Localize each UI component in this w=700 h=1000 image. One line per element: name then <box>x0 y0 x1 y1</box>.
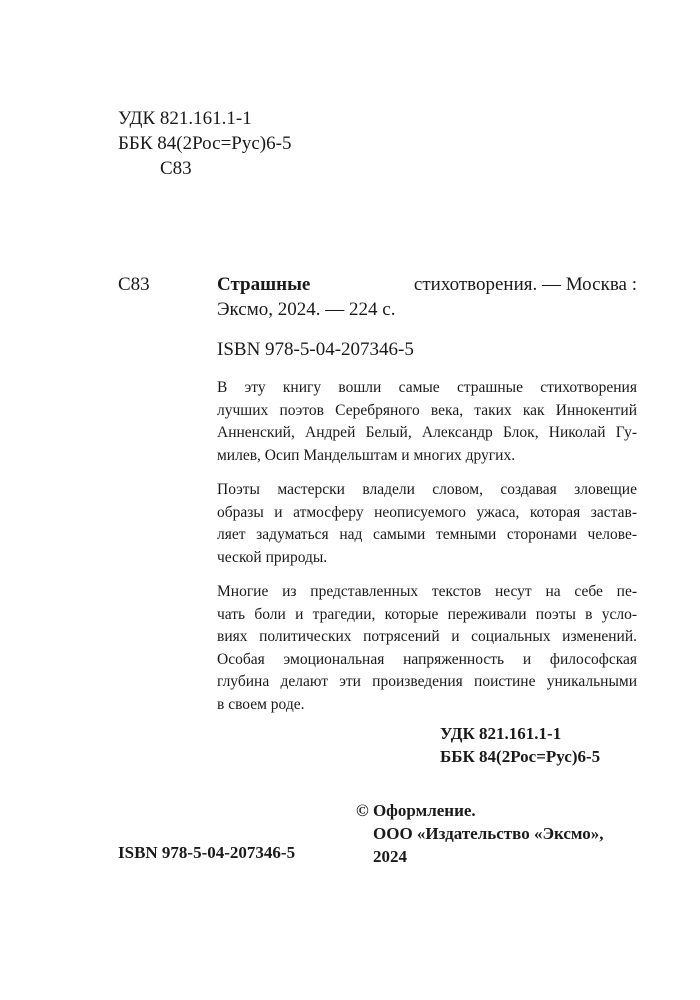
entry-line-2: Эксмо, 2024. — 224 с. <box>217 299 396 320</box>
copyright-line-1: © Оформление. <box>356 801 476 820</box>
copyright-line-3: 2024 <box>373 847 407 866</box>
copyright-notice <box>356 799 604 868</box>
text-line: Особая эмоциональная напряженность и философская <box>217 650 637 668</box>
text-line: Многие из представленных текстов несут на себе пе- <box>217 583 637 600</box>
udk-code-footer: УДК 821.161.1-1 <box>440 724 562 743</box>
book-title: Страшные <box>217 274 311 295</box>
text-line: глубина делают эти произведения поистине уникальными <box>217 673 637 690</box>
copyright-line-2: ООО «Издательство «Эксмо», <box>373 824 604 843</box>
bbk-code: ББК 84(2Рос=Рус)6-5 <box>118 133 292 154</box>
classification-footer <box>440 722 600 768</box>
text-line: чать боли и трагедии, которые переживали поэты в усло- <box>217 605 637 623</box>
entry-isbn: ISBN 978-5-04-207346-5 <box>217 339 414 360</box>
text-line: образы и атмосферу неописуемого ужаса, которая застав- <box>217 503 637 521</box>
isbn-footer: ISBN 978-5-04-207346-5 <box>118 843 296 862</box>
entry-line-1 <box>217 272 637 297</box>
annotation-paragraph-1 <box>217 377 637 467</box>
text-line: ляет задуматься над самыми темными сторонами челове- <box>217 526 637 543</box>
text-line: лучших поэтов Серебряного века, таких как Иннокентий <box>217 401 637 419</box>
classification-header <box>118 106 291 181</box>
author-mark: С83 <box>160 158 192 179</box>
text-line: милев, Осип Мандельштам и многих других. <box>217 446 516 464</box>
text-line: Поэты мастерски владели словом, создавая зловещие <box>217 481 637 498</box>
annotation-paragraph-3 <box>217 581 637 716</box>
text-line: ческой природы. <box>217 548 328 566</box>
text-line: Анненский, Андрей Белый, Александр Блок, Николай Гу- <box>217 424 637 441</box>
udk-code: УДК 821.161.1-1 <box>118 108 252 129</box>
text-line: в своем роде. <box>217 695 305 713</box>
entry-title-rest: стихотворения. — Москва : <box>413 274 637 295</box>
text-line: В эту книгу вошли самые страшные стихотворения <box>217 379 637 396</box>
annotation-paragraph-2 <box>217 479 637 569</box>
bbk-code-footer: ББК 84(2Рос=Рус)6-5 <box>440 747 601 766</box>
bibliographic-entry <box>217 272 637 322</box>
text-line: виях политических потрясений и социальных изменений. <box>217 628 637 645</box>
entry-author-mark: С83 <box>118 274 150 295</box>
